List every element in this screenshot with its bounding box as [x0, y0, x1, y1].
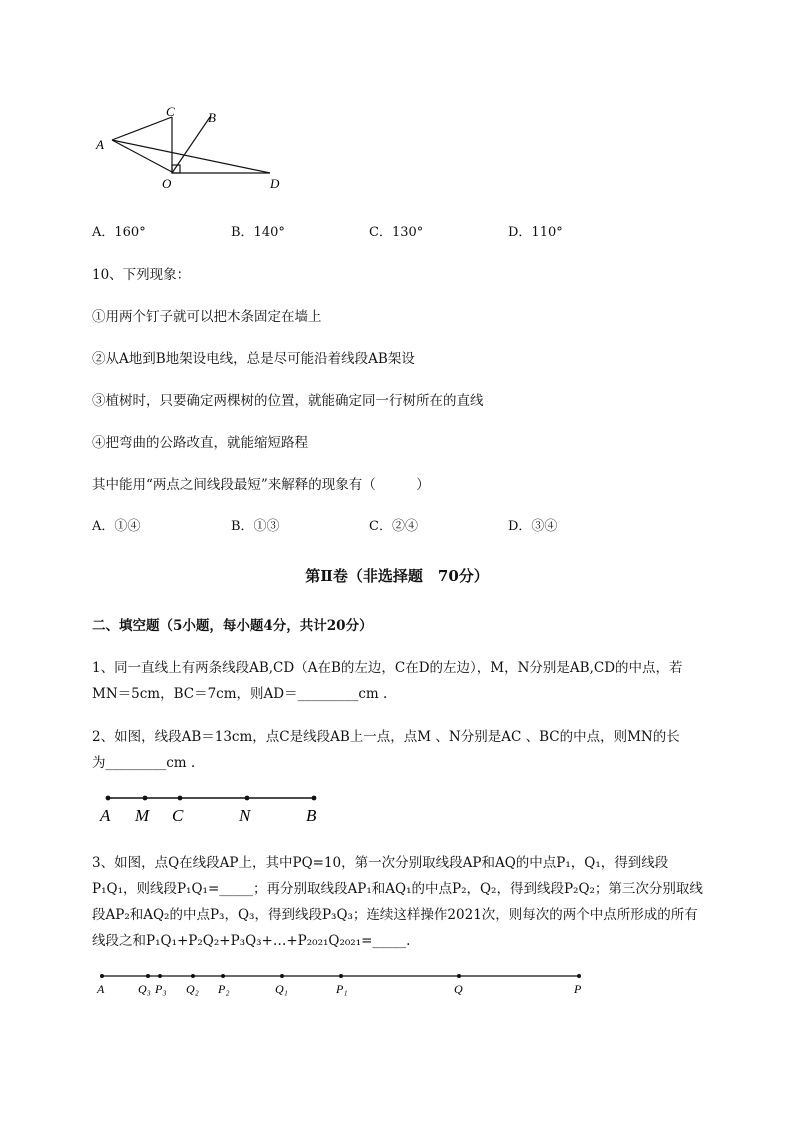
- label-p2: P₂: [218, 982, 230, 996]
- q9-option-b: B．140°: [231, 225, 285, 240]
- point-m: [143, 796, 148, 801]
- label-a: A: [97, 982, 105, 996]
- point-a: [106, 796, 111, 801]
- point-q3: [146, 974, 150, 978]
- label-a: A: [96, 137, 104, 152]
- fill3-figure: [92, 968, 592, 1000]
- fill3-line2: P₁Q₁，则线段P₁Q₁=_____；再分别取线段AP₁和AQ₁的中点P₂，Q₂，得到线段P₂Q₂；第三次分别取线: [92, 881, 703, 897]
- fill1-line1: 1、同一直线上有两条线段AB,CD（A在B的左边，C在D的左边），M，N分别是AB,CD的中点，若: [92, 660, 683, 676]
- fill3-line3: 段AP₂和AQ₂的中点P₃，Q₃，得到线段P₃Q₃；连续这样操作2021次，则每次的两个中点所形成的所有: [92, 907, 698, 923]
- label-p3: P₃: [155, 982, 167, 996]
- fill2-line2: 为_________cm .: [92, 755, 196, 771]
- q9-option-c: C．130°: [369, 225, 424, 240]
- point-b: [312, 796, 317, 801]
- fill3-line4: 线段之和P₁Q₁+P₂Q₂+P₃Q₃+…+P₂₀₂₁Q₂₀₂₁=_____.: [92, 933, 411, 949]
- q10-option-a: A．①④: [92, 519, 141, 534]
- label-n: N: [239, 806, 251, 825]
- point-p1: [339, 974, 343, 978]
- point-a: [100, 974, 104, 978]
- fill3-line1: 3、如图，点Q在线段AP上，其中PQ=10，第一次分别取线段AP和AQ的中点P₁，Q₁，得到线段: [92, 855, 669, 871]
- segment-ao-path: [112, 140, 172, 172]
- point-c: [178, 796, 183, 801]
- q10-item-1: ①用两个钉子就可以把木条固定在墙上: [92, 309, 322, 325]
- point-n: [245, 796, 250, 801]
- q9-figure: [90, 100, 290, 195]
- q10-question: 其中能用“两点之间线段最短”来解释的现象有（ ）: [92, 477, 430, 493]
- point-q: [457, 974, 461, 978]
- label-d: D: [270, 176, 280, 191]
- label-b: B: [208, 110, 216, 125]
- label-c: C: [166, 104, 175, 119]
- q10-item-3: ③植树时，只要确定两棵树的位置，就能确定同一行树所在的直线: [92, 393, 484, 409]
- fill2-figure: [92, 788, 332, 828]
- q10-stem: 10、下列现象：: [92, 267, 191, 283]
- q10-option-d: D．③④: [508, 519, 558, 534]
- label-m: M: [135, 806, 150, 825]
- label-q: Q: [454, 982, 463, 996]
- label-q3: Q₃: [138, 982, 151, 996]
- q10-item-4: ④把弯曲的公路改直，就能缩短路程: [92, 435, 308, 451]
- point-p2: [221, 974, 225, 978]
- segment-ac: [112, 117, 172, 140]
- point-p3: [158, 974, 162, 978]
- label-b: B: [306, 806, 317, 825]
- point-p: [577, 974, 581, 978]
- section-title: 第Ⅱ卷（非选择题 70分）: [305, 567, 489, 585]
- label-p1: P₁: [336, 982, 348, 996]
- q10-option-b: B．①③: [231, 519, 280, 534]
- q9-option-d: D．110°: [508, 225, 563, 240]
- fill2-line1: 2、如图，线段AB＝13cm，点C是线段AB上一点，点M 、N分别是AC 、BC的中点，则MN的长: [92, 729, 680, 745]
- label-q1: Q₁: [275, 982, 288, 996]
- q10-option-c: C．②④: [369, 519, 418, 534]
- label-c: C: [172, 806, 184, 825]
- q9-option-a: A．160°: [92, 225, 146, 240]
- label-o: O: [162, 176, 172, 191]
- section-heading: 二、填空题（5小题，每小题4分，共计20分）: [92, 618, 373, 634]
- fill1-line2: MN＝5cm，BC＝7cm，则AD＝_________cm .: [92, 686, 388, 702]
- q10-item-2: ②从A地到B地架设电线，总是尽可能沿着线段AB架设: [92, 351, 415, 367]
- label-p: P: [574, 982, 582, 996]
- label-q2: Q₂: [186, 982, 199, 996]
- point-q1: [280, 974, 284, 978]
- point-q2: [191, 974, 195, 978]
- label-a: A: [100, 806, 111, 825]
